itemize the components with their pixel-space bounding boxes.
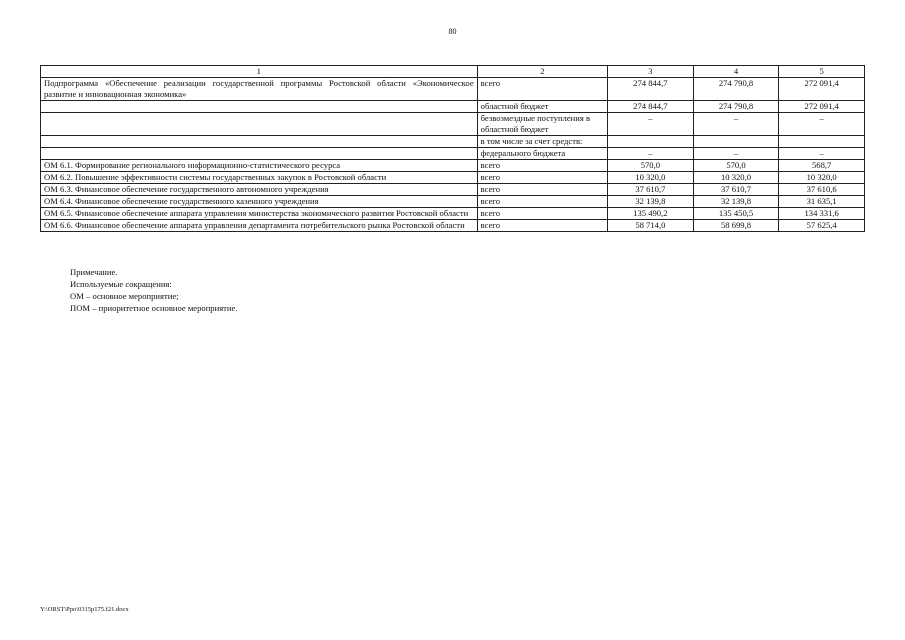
source-cell: в том числе за счет средств:	[477, 136, 607, 148]
page-number: 80	[448, 27, 457, 36]
value-col-3: –	[608, 148, 694, 160]
measure-name: ОМ 6.4. Финансовое обеспечение государственного казенного учреждения	[41, 196, 478, 208]
value-col-5	[779, 136, 865, 148]
source-cell: всего	[477, 172, 607, 184]
value-col-5: 568,7	[779, 160, 865, 172]
value-col-5: 57 625,4	[779, 220, 865, 232]
value-col-3	[608, 136, 694, 148]
source-cell: безвозмездные поступления в областной бюджет	[477, 113, 607, 136]
value-col-5: 37 610,6	[779, 184, 865, 196]
source-cell: всего	[477, 160, 607, 172]
subprogram-name-continued	[41, 101, 478, 113]
measure-name: ОМ 6.3. Финансовое обеспечение государственного автономного учреждения	[41, 184, 478, 196]
value-col-4: –	[693, 148, 779, 160]
table-row	[41, 136, 865, 148]
value-col-5: –	[779, 113, 865, 136]
value-col-4: 10 320,0	[693, 172, 779, 184]
value-col-5: 272 091,4	[779, 78, 865, 101]
measure-name: ОМ 6.6. Финансовое обеспечение аппарата управления департамента потребительского рынка Ростовской области	[41, 220, 478, 232]
value-col-5: 31 635,1	[779, 196, 865, 208]
header-col-3: 3	[608, 66, 694, 78]
value-col-5: –	[779, 148, 865, 160]
value-col-4: 37 610,7	[693, 184, 779, 196]
source-cell: всего	[477, 208, 607, 220]
value-col-3: 274 844,7	[608, 101, 694, 113]
value-col-3: 570,0	[608, 160, 694, 172]
measure-name: ОМ 6.1. Формирование регионального информационно-статистического ресурса	[41, 160, 478, 172]
value-col-3: 32 139,8	[608, 196, 694, 208]
value-col-4: 32 139,8	[693, 196, 779, 208]
value-col-3: 10 320,0	[608, 172, 694, 184]
subprogram-name-continued	[41, 136, 478, 148]
value-col-4	[693, 136, 779, 148]
source-cell: всего	[477, 220, 607, 232]
source-cell: областной бюджет	[477, 101, 607, 113]
value-col-5: 10 320,0	[779, 172, 865, 184]
subprogram-name: Подпрограмма «Обеспечение реализации государственной программы Ростовской области «Экономическое развитие и инновационная экономика»	[41, 78, 478, 101]
table-row	[41, 113, 865, 136]
measure-name: ОМ 6.5. Финансовое обеспечение аппарата управления министерства экономического развития Ростовской области	[41, 208, 478, 220]
notes-line: Используемые сокращения:	[70, 279, 172, 289]
value-col-4: –	[693, 113, 779, 136]
value-col-4: 274 790,8	[693, 78, 779, 101]
table-row	[41, 208, 865, 220]
source-cell: всего	[477, 78, 607, 101]
table-row	[41, 78, 865, 101]
value-col-3: 37 610,7	[608, 184, 694, 196]
value-col-4: 274 790,8	[693, 101, 779, 113]
header-col-1: 1	[41, 66, 478, 78]
table-row	[41, 101, 865, 113]
header-col-4: 4	[693, 66, 779, 78]
notes-line: ПОМ – приоритетное основное мероприятие.	[70, 303, 238, 313]
notes-line: ОМ – основное мероприятие;	[70, 291, 179, 301]
value-col-3: 135 490,2	[608, 208, 694, 220]
budget-table	[40, 65, 865, 232]
table-header-row	[41, 66, 865, 78]
notes-block	[70, 266, 237, 314]
value-col-3: 274 844,7	[608, 78, 694, 101]
value-col-4: 135 450,5	[693, 208, 779, 220]
header-col-2: 2	[477, 66, 607, 78]
source-cell: всего	[477, 196, 607, 208]
subprogram-name-continued	[41, 148, 478, 160]
footer-file-path: Y:\ORST\Ppo\0315p175.f21.docx	[40, 606, 129, 613]
table-row	[41, 184, 865, 196]
source-cell: всего	[477, 184, 607, 196]
table-row	[41, 220, 865, 232]
header-col-5: 5	[779, 66, 865, 78]
table-row	[41, 160, 865, 172]
value-col-5: 272 091,4	[779, 101, 865, 113]
value-col-3: –	[608, 113, 694, 136]
table-row	[41, 196, 865, 208]
value-col-3: 58 714,0	[608, 220, 694, 232]
value-col-4: 570,0	[693, 160, 779, 172]
table-row	[41, 148, 865, 160]
value-col-4: 58 699,8	[693, 220, 779, 232]
notes-title: Примечание.	[70, 267, 118, 277]
measure-name: ОМ 6.2. Повышение эффективности системы государственных закупок в Ростовской области	[41, 172, 478, 184]
table-row	[41, 172, 865, 184]
source-cell: федерального бюджета	[477, 148, 607, 160]
value-col-5: 134 331,6	[779, 208, 865, 220]
subprogram-name-continued	[41, 113, 478, 136]
